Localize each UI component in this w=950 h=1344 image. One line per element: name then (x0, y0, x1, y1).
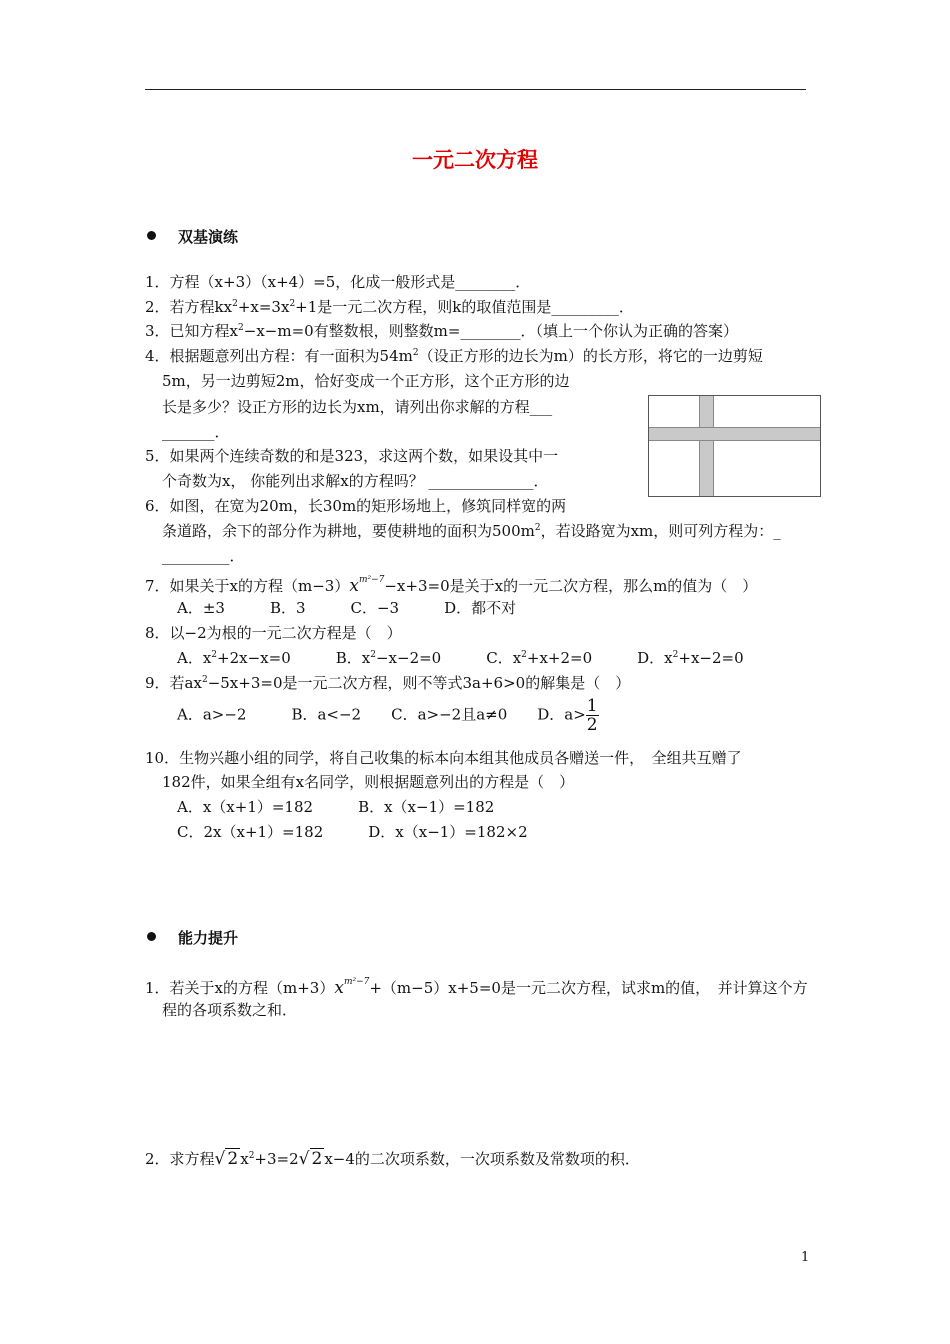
question-4: 4．根据题意列出方程：有一面积为$54m^2$（设正方形的边长为m）的长方形，将它的一边剪短 (145, 347, 763, 365)
document-title: 一元二次方程 (412, 148, 538, 172)
section-heading-basic: 双基演练 (147, 226, 238, 247)
fraction-one-half: $\frac{1}{2}$ (586, 696, 598, 735)
problem-1-line-2: 程的各项系数之和． (162, 1001, 298, 1019)
question-1: 1．方程（x+3）（x+4）=5，化成一般形式是________． (145, 273, 531, 291)
question-2: 2．若方程$kx^2+x=3x^2+1$是一元二次方程，则k的取值范围是_________． (145, 298, 634, 316)
page-number: 1 (801, 1250, 810, 1265)
question-6: 6．如图，在宽为20m，长30m的矩形场地上，修筑同样宽的两 (145, 497, 567, 515)
problem-1: 1．若关于x的方程$(m+3)x^{m^2-7}+(m-5)x+5=0$是一元二次方程，试求m的值， 并计算这个方 (145, 977, 808, 998)
bullet-icon (147, 231, 156, 240)
question-9-options: A．a>−2 B．a<−2 C．a>−2且a≠0 D．a> $\frac{1}{2}$ (177, 696, 598, 735)
section-heading-advanced: 能力提升 (147, 927, 238, 948)
sqrt-two: √ 2 (214, 1149, 239, 1169)
bullet-icon (147, 932, 156, 941)
question-7-options: A．±3 B．3 C．−3 D．都不对 (177, 599, 517, 617)
question-5-line-2: 个奇数为x， 你能列出求解x的方程吗？ ______________． (162, 472, 549, 490)
question-9: 9．若$ax^2-5x+3=0$是一元二次方程，则不等式3a+6>0的解集是（ ） (145, 674, 631, 692)
question-7: 7．如果关于x的方程$(m-3)x^{m^2-7}-x+3=0$是关于x的一元二次方程，那么m的值为（ ） (145, 575, 758, 596)
question-4-line-2: 5m，另一边剪短2m，恰好变成一个正方形，这个正方形的边 (162, 372, 570, 390)
header-rule (145, 89, 806, 90)
question-10-options-cd: C．2x（x+1）=182 D．x（x−1）=182×2 (177, 823, 528, 841)
road-field-figure (648, 395, 821, 497)
question-5: 5．如果两个连续奇数的和是323，求这两个数，如果设其中一 (145, 447, 559, 465)
question-6-line-2: 条道路，余下的部分作为耕地，要使耕地的面积为$500m^2$，若设路宽为xm，则可列方程为：_ (162, 522, 781, 540)
question-10-options-ab: A．x（x+1）=182 B．x（x−1）=182 (177, 798, 495, 816)
question-10-line-2: 182件，如果全组有x名同学，则根据题意列出的方程是（ ） (162, 773, 575, 791)
problem-2: 2．求方程√ 2 $x^2+3=2√$ 2 x−4的二次项系数，一次项系数及常数项的积． (145, 1149, 640, 1169)
horizontal-road (649, 427, 820, 441)
question-4-line-3: 长是多少？设正方形的边长为xm，请列出你求解的方程___ (162, 398, 553, 416)
question-10: 10．生物兴趣小组的同学，将自己收集的标本向本组其他成员各赠送一件， 全组共互赠了 (145, 749, 742, 767)
question-8: 8．以−2为根的一元二次方程是（ ） (145, 624, 402, 642)
vertical-road (699, 396, 714, 496)
sqrt-two: √ 2 (298, 1149, 323, 1169)
question-8-options: A．$x^2+2x-x=0$ B．$x^2-x-2=0$ C．$x^2+x+2=0$ D．$x^2+x-2=0$ (177, 649, 744, 667)
question-4-line-4: _______． (162, 423, 230, 441)
question-6-line-3: _________． (162, 547, 245, 565)
question-3: 3．已知方程$x^2-x-m=0$有整数根，则整数m=________．（填上一个你认为正确的答案） (145, 322, 738, 340)
